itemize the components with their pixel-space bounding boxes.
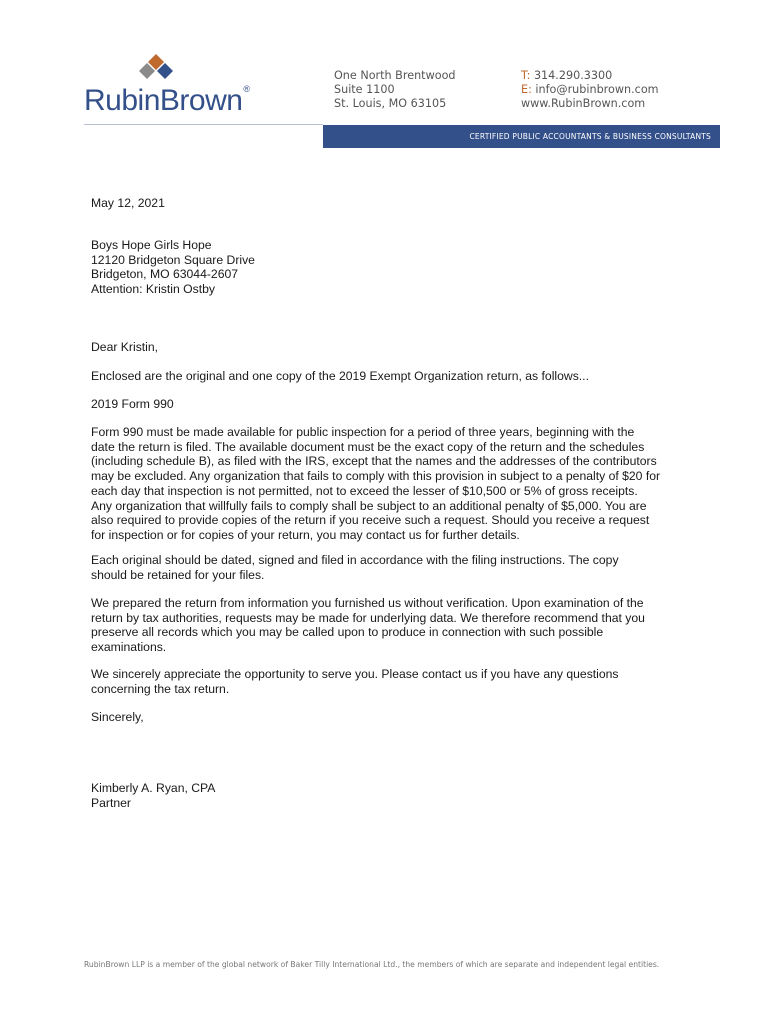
form990-paragraph bbox=[91, 425, 691, 543]
paragraph-line: Any organization that willfully fails to comply shall be subject to an additional penalty of $5,000. You are bbox=[91, 498, 647, 513]
recipient-line: Attention: Kristin Ostby bbox=[91, 282, 215, 297]
salutation: Dear Kristin, bbox=[91, 340, 159, 354]
phone-label: T: bbox=[521, 69, 531, 82]
recipient-line: Bridgeton, MO 63044-2607 bbox=[91, 267, 239, 282]
header-banner: CERTIFIED PUBLIC ACCOUNTANTS & BUSINESS CONSULTANTS bbox=[323, 125, 720, 148]
address-line-3: St. Louis, MO 63105 bbox=[334, 97, 447, 110]
website-link[interactable]: www.RubinBrown.com bbox=[521, 97, 646, 110]
paragraph-line: We sincerely appreciate the opportunity to serve you. Please contact us if you have any questions bbox=[91, 667, 619, 681]
paragraph-line: Each original should be dated, signed and filed in accordance with the filing instructions. The copy bbox=[91, 553, 619, 567]
logo-trademark: ® bbox=[243, 84, 250, 94]
logo-text: RubinBrown bbox=[84, 84, 243, 117]
paragraph-line: also required to provide copies of the return if you receive such a request. Should you receive a request bbox=[91, 513, 650, 528]
diamond-logo-icon bbox=[134, 54, 178, 88]
email-line bbox=[521, 83, 659, 97]
email-link[interactable]: info@rubinbrown.com bbox=[535, 83, 659, 96]
header-divider bbox=[84, 124, 323, 125]
address-line-2: Suite 1100 bbox=[334, 83, 395, 96]
signature-block bbox=[91, 781, 691, 810]
paragraph-line: each day that inspection is not permitted, not to exceed the lesser of $10,500 or 5% of gross receipts. bbox=[91, 483, 638, 498]
paragraph-line: date the return is filed. The available document must be the exact copy of the return and the schedules bbox=[91, 439, 645, 454]
footer-disclaimer: RubinBrown LLP is a member of the global network of Baker Tilly International Ltd., the members of which are separate and independent legal entities. bbox=[84, 960, 660, 969]
paragraph-line: for inspection or for copies of your return, you may contact us for further details. bbox=[91, 527, 520, 542]
firm-contact bbox=[521, 69, 659, 111]
email-label: E: bbox=[521, 83, 532, 96]
intro-paragraph: Enclosed are the original and one copy of the 2019 Exempt Organization return, as follows... bbox=[91, 369, 589, 383]
signer-title: Partner bbox=[91, 795, 131, 810]
paragraph-line: concerning the tax return. bbox=[91, 681, 230, 696]
signer-name: Kimberly A. Ryan, CPA bbox=[91, 781, 216, 795]
prepared-paragraph bbox=[91, 596, 691, 655]
phone-number: 314.290.3300 bbox=[533, 69, 613, 82]
paragraph-line: should be retained for your files. bbox=[91, 567, 265, 582]
paragraph-line: We prepared the return from information you furnished us without verification. Upon examination of the bbox=[91, 596, 644, 610]
address-line-1: One North Brentwood bbox=[334, 69, 456, 82]
paragraph-line: may be excluded. Any organization that fails to comply with this provision in subject to a penalty of $20 for bbox=[91, 469, 661, 484]
firm-address bbox=[334, 69, 456, 111]
original-paragraph bbox=[91, 553, 691, 582]
phone-line bbox=[521, 69, 659, 83]
closing: Sincerely, bbox=[91, 710, 144, 724]
paragraph-line: Form 990 must be made available for public inspection for a period of three years, beginning with the bbox=[91, 425, 635, 439]
paragraph-line: examinations. bbox=[91, 640, 167, 655]
paragraph-line: (including schedule B), as filed with the IRS, except that the names and the addresses of the contributors bbox=[91, 454, 657, 469]
logo-wordmark bbox=[84, 84, 250, 118]
paragraph-line: return by tax authorities, requests may be made for underlying data. We therefore recommend that you bbox=[91, 610, 645, 625]
recipient-block bbox=[91, 238, 691, 297]
company-logo bbox=[84, 54, 249, 119]
section-heading: 2019 Form 990 bbox=[91, 397, 174, 411]
paragraph-line: preserve all records which you may be called upon to produce in connection with such possible bbox=[91, 625, 604, 640]
appreciate-paragraph bbox=[91, 667, 691, 696]
letter-date: May 12, 2021 bbox=[91, 196, 165, 210]
recipient-line: Boys Hope Girls Hope bbox=[91, 238, 212, 252]
recipient-line: 12120 Bridgeton Square Drive bbox=[91, 252, 255, 267]
